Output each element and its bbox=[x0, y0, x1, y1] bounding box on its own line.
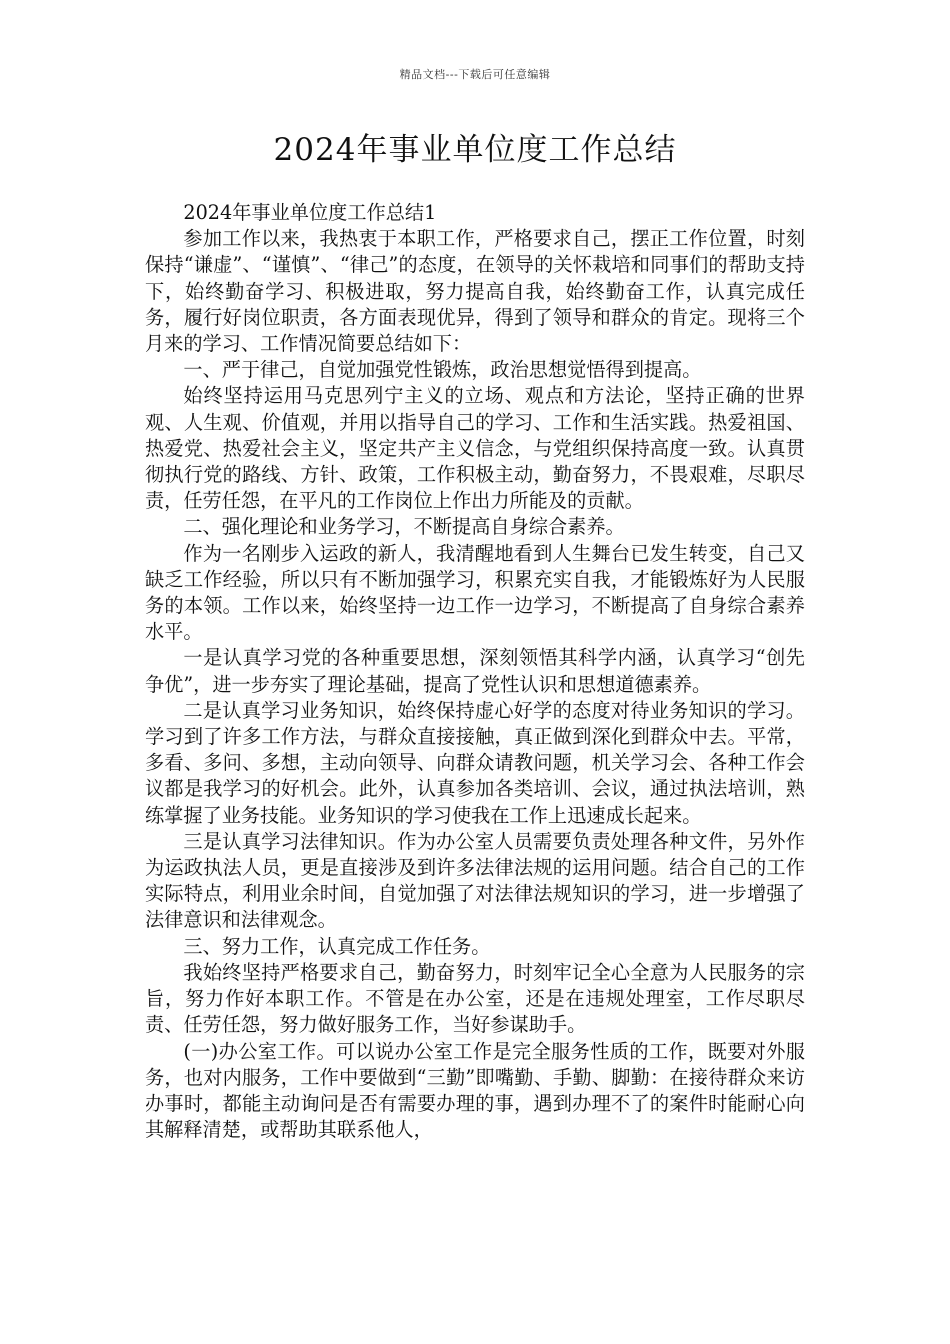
paragraph: 参加工作以来，我热衷于本职工作，严格要求自己，摆正工作位置，时刻保持“谦虚”、“谨慎”、“律己”的态度，在领导的关怀栽培和同事们的帮助支持下，始终勤奋学习、积极进取，努力提高自我，始终勤奋工作，认真完成任务，履行好岗位职责，各方面表现优异，得到了领导和群众的肯定。现将三个月来的学习、工作情况简要总结如下： bbox=[145, 227, 805, 356]
document-body bbox=[145, 200, 805, 1143]
paragraph: 作为一名刚步入运政的新人，我清醒地看到人生舞台已发生转变，自己又缺乏工作经验，所以只有不断加强学习，积累充实自我，才能锻炼好为人民服务的本领。工作以来，始终坚持一边工作一边学习，不断提高了自身综合素养水平。 bbox=[145, 541, 805, 644]
section-heading: 一、严于律己，自觉加强党性锻炼，政治思想觉悟得到提高。 bbox=[183, 358, 702, 382]
section-heading: 三、努力工作，认真完成工作任务。 bbox=[183, 934, 491, 958]
paragraph: 一是认真学习党的各种重要思想，深刻领悟其科学内涵，认真学习“创先争优”，进一步夯实了理论基础，提高了党性认识和思想道德素养。 bbox=[145, 646, 805, 696]
paragraph: 始终坚持运用马克思列宁主义的立场、观点和方法论，坚持正确的世界观、人生观、价值观，并用以指导自己的学习、工作和生活实践。热爱祖国、热爱党、热爱社会主义，坚定共产主义信念，与党组织保持高度一致。认真贯彻执行党的路线、方针、政策，工作积极主动，勤奋努力，不畏艰难，尽职尽责，任劳任怨，在平凡的工作岗位上作出力所能及的贡献。 bbox=[145, 384, 805, 513]
paragraph: (一)办公室工作。可以说办公室工作是完全服务性质的工作，既要对外服务，也对内服务，工作中要做到“三勤”即嘴勤、手勤、脚勤：在接待群众来访办事时，都能主动询问是否有需要办理的事，遇到办理不了的案件时能耐心向其解释清楚，或帮助其联系他人， bbox=[145, 1039, 805, 1142]
paragraph: 我始终坚持严格要求自己，勤奋努力，时刻牢记全心全意为人民服务的宗旨，努力作好本职工作。不管是在办公室，还是在违规处理室，工作尽职尽责、任劳任怨，努力做好服务工作，当好参谋助手。 bbox=[145, 960, 805, 1037]
page-header: 精品文档---下载后可任意编辑 bbox=[399, 68, 551, 81]
section-heading: 二、强化理论和业务学习，不断提高自身综合素养。 bbox=[183, 515, 625, 539]
paragraph: 二是认真学习业务知识，始终保持虚心好学的态度对待业务知识的学习。学习到了许多工作方法，与群众直接接触，真正做到深化到群众中去。平常，多看、多问、多想，主动向领导、向群众请教问题，机关学习会、各种工作会议都是我学习的好机会。此外，认真参加各类培训、会议，通过执法培训，熟练掌握了业务技能。业务知识的学习使我在工作上迅速成长起来。 bbox=[145, 698, 805, 827]
paragraph-subtitle: 2024年事业单位度工作总结1 bbox=[183, 201, 437, 224]
paragraph: 三是认真学习法律知识。作为办公室人员需要负责处理各种文件，另外作为运政执法人员，更是直接涉及到许多法律法规的运用问题。结合自己的工作实际特点，利用业余时间，自觉加强了对法律法规知识的学习，进一步增强了法律意识和法律观念。 bbox=[145, 829, 805, 932]
document-title: 2024年事业单位度工作总结 bbox=[273, 132, 677, 168]
